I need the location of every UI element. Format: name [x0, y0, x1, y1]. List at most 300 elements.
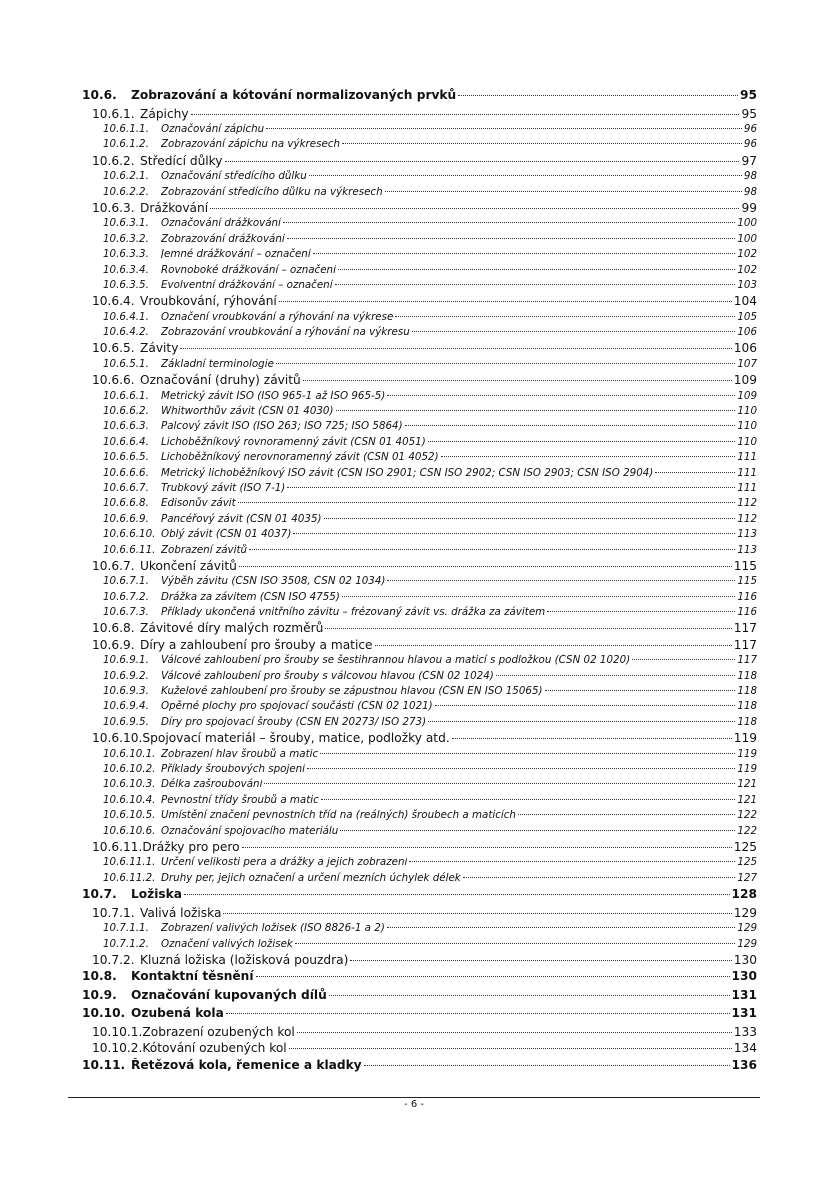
- dot-leader: [295, 943, 735, 944]
- toc-entry[interactable]: [82, 436, 757, 451]
- toc-entry-title: Ložiska: [131, 887, 182, 902]
- toc-entry-page: 103: [737, 278, 757, 291]
- toc-entry[interactable]: [82, 217, 757, 232]
- toc-entry[interactable]: [82, 887, 757, 906]
- toc-entry[interactable]: [82, 809, 757, 824]
- toc-entry-page: 109: [737, 389, 757, 402]
- toc-entry-page: 105: [737, 310, 757, 323]
- toc-entry[interactable]: [82, 405, 757, 420]
- toc-entry-page: 117: [737, 654, 757, 667]
- toc-entry[interactable]: [82, 451, 757, 466]
- toc-entry-page: 130: [733, 952, 757, 967]
- dot-leader: [655, 472, 735, 473]
- toc-entry[interactable]: [82, 1006, 757, 1025]
- toc-entry-title: Středící důlky: [140, 153, 223, 168]
- toc-entry-page: 102: [737, 248, 757, 261]
- toc-entry-number: 10.6.6.11.: [103, 543, 156, 556]
- toc-entry[interactable]: [82, 1025, 757, 1041]
- toc-entry-number: 10.6.7.3.: [103, 606, 149, 619]
- toc-entry[interactable]: [82, 700, 757, 715]
- toc-entry[interactable]: [82, 482, 757, 497]
- dot-leader: [320, 753, 735, 754]
- dot-leader: [338, 269, 735, 270]
- dot-leader: [324, 518, 736, 519]
- dot-leader: [336, 410, 736, 411]
- dot-leader: [249, 549, 735, 550]
- dot-leader: [428, 721, 735, 722]
- dot-leader: [309, 175, 742, 176]
- toc-entry-number: 10.9.: [82, 987, 117, 1002]
- toc-entry[interactable]: [82, 638, 757, 654]
- toc-entry-number: 10.6.11.1.: [103, 856, 156, 869]
- toc-entry-number: 10.7.2.: [92, 952, 135, 967]
- toc-entry-number: 10.6.5.: [92, 341, 135, 356]
- dot-leader: [313, 253, 736, 254]
- dot-leader: [239, 566, 732, 567]
- toc-entry-number: 10.6.4.1.: [103, 310, 149, 323]
- dot-leader: [387, 927, 736, 928]
- toc-entry-number: 10.6.10.3.: [103, 778, 156, 791]
- toc-entry-page: 130: [731, 969, 757, 984]
- toc-entry[interactable]: [82, 358, 757, 373]
- toc-entry[interactable]: [82, 922, 757, 937]
- toc-entry-title: Opěrné plochy pro spojovací součásti (ČSN 02 1021): [161, 700, 433, 713]
- toc-entry-title: Evolventní drážkování – označení: [161, 278, 333, 291]
- toc-entry-title: Základní terminologie: [161, 357, 274, 370]
- toc-entry[interactable]: [82, 513, 757, 528]
- toc-entry-title: Drážkování: [140, 200, 209, 215]
- toc-entry-page: 134: [733, 1041, 757, 1056]
- toc-entry-number: 10.6.6.9.: [103, 512, 149, 525]
- toc-entry[interactable]: [82, 731, 757, 747]
- toc-entry-number: 10.10.: [82, 1006, 126, 1021]
- bottom-rule: [68, 1097, 760, 1098]
- toc-entry-page: 118: [737, 685, 757, 698]
- toc-entry[interactable]: [82, 186, 757, 201]
- toc-entry[interactable]: [82, 591, 757, 606]
- toc-entry-number: 10.6.7.1.: [103, 575, 149, 588]
- dot-leader: [226, 1013, 730, 1014]
- dot-leader: [242, 847, 732, 848]
- toc-entry-page: 136: [731, 1057, 757, 1072]
- toc-entry-title: Válcové zahloubení pro šrouby se šestihrannou hlavou a maticí s podložkou (ČSN 02 1020): [161, 654, 631, 667]
- toc-entry-page: 129: [733, 905, 757, 920]
- toc-entry-page: 131: [731, 1006, 757, 1021]
- toc-entry-number: 10.6.6.1.: [103, 389, 149, 402]
- toc-entry[interactable]: [82, 606, 757, 621]
- dot-leader: [266, 128, 742, 129]
- toc-entry-title: Zobrazení závitů: [161, 543, 248, 556]
- toc-entry-title: Příklady ukončená vnitřního závitu – frézovaný závit vs. drážka za závitem: [161, 606, 546, 619]
- toc-entry-title: Zobrazování drážkování: [161, 232, 285, 245]
- toc-entry-number: 10.7.1.: [92, 905, 135, 920]
- toc-entry-number: 10.8.: [82, 969, 117, 984]
- toc-entry-title: Závitové díry malých rozměrů: [140, 621, 324, 636]
- toc-entry-title: Kluzná ložiska (ložisková pouzdra): [140, 952, 349, 967]
- toc-entry-page: 119: [737, 763, 757, 775]
- toc-entry-page: 98: [743, 185, 757, 198]
- toc-entry-number: 10.6.6.6.: [103, 466, 149, 479]
- toc-entry-title: Ozubená kola: [131, 1006, 224, 1021]
- toc-entry[interactable]: [82, 1041, 757, 1057]
- dot-leader: [283, 222, 735, 223]
- toc-entry-number: 10.6.3.5.: [103, 278, 149, 291]
- dot-leader: [276, 363, 735, 364]
- toc-entry[interactable]: [82, 201, 757, 217]
- toc-entry-title: Zobrazování středícího důlku na výkresech: [161, 185, 383, 198]
- toc-entry-number: 10.6.3.2.: [103, 232, 149, 245]
- toc-entry-page: 95: [741, 106, 757, 121]
- dot-leader: [191, 114, 740, 115]
- toc-entry-number: 10.6.10.1.: [103, 747, 156, 760]
- toc-entry-number: 10.6.10.6.: [103, 824, 156, 837]
- toc-entry-page: 116: [737, 606, 757, 619]
- toc-entry[interactable]: [82, 233, 757, 248]
- toc-entry-title: Rovnoboké drážkování – označení: [161, 263, 336, 276]
- toc-entry-title: Délka zašroubování: [161, 778, 263, 791]
- toc-entry-title: Díry pro spojovací šrouby (ČSN EN 20273/ ISO 273): [161, 715, 427, 728]
- toc-entry-page: 111: [737, 451, 757, 464]
- toc-entry[interactable]: [82, 544, 757, 559]
- toc-entry-title: Trubkový závit (ISO 7-1): [161, 481, 286, 494]
- toc-entry[interactable]: [82, 938, 757, 953]
- toc-entry[interactable]: [82, 123, 757, 138]
- toc-entry-page: 96: [743, 138, 757, 151]
- toc-entry-number: 10.6.: [82, 88, 117, 102]
- toc-entry[interactable]: [82, 559, 757, 575]
- dot-leader: [238, 502, 736, 503]
- toc-entry-page: 110: [737, 420, 757, 433]
- toc-entry-number: 10.6.2.2.: [103, 185, 149, 198]
- dot-leader: [632, 659, 735, 660]
- toc-entry-page: 121: [737, 793, 757, 806]
- toc-entry-number: 10.6.6.: [92, 373, 135, 388]
- toc-entry-number: 10.6.6.8.: [103, 497, 149, 510]
- toc-entry-title: Závity: [140, 341, 179, 356]
- toc-entry-title: Zobrazení hlav šroubů a matic: [161, 747, 319, 760]
- toc-entry-number: 10.6.2.: [92, 153, 135, 168]
- dot-leader: [412, 331, 736, 332]
- toc-entry[interactable]: [82, 420, 757, 435]
- dot-leader: [350, 960, 731, 961]
- toc-entry[interactable]: [82, 497, 757, 512]
- toc-entry-page: 112: [737, 512, 757, 525]
- toc-entry-title: Označení valivých ložisek: [161, 937, 293, 950]
- dot-leader: [287, 487, 735, 488]
- dot-leader: [180, 348, 731, 349]
- dot-leader: [210, 208, 739, 209]
- toc-entry-page: 121: [737, 778, 757, 791]
- toc-entry[interactable]: [82, 969, 757, 988]
- toc-entry-number: 10.6.7.: [92, 558, 135, 573]
- toc-entry-number: 10.6.3.1.: [103, 217, 149, 230]
- toc-entry-title: Jemné drážkování – označení: [161, 248, 311, 261]
- dot-leader: [293, 533, 735, 534]
- toc-entry-title: Zobrazování zápichu na výkresech: [161, 138, 341, 151]
- toc-entry-page: 115: [733, 558, 757, 573]
- dot-leader: [287, 238, 736, 239]
- toc-entry-title: Pancéřový závit (ČSN 01 4035): [161, 512, 322, 525]
- toc-entry-page: 125: [733, 839, 757, 854]
- toc-entry-number: 10.10.1.: [92, 1025, 143, 1040]
- toc-entry-page: 111: [737, 481, 757, 494]
- toc-entry-number: 10.6.9.: [92, 637, 135, 652]
- dot-leader: [335, 284, 736, 285]
- toc-entry[interactable]: [82, 685, 757, 700]
- dot-leader: [289, 1048, 732, 1049]
- dot-leader: [264, 783, 735, 784]
- toc-entry-title: Pevnostní třídy šroubů a matic: [161, 793, 319, 806]
- toc-entry[interactable]: [82, 840, 757, 856]
- toc-entry[interactable]: [82, 988, 757, 1007]
- toc-entry-page: 128: [731, 887, 757, 902]
- toc-entry-title: Označování drážkování: [161, 217, 281, 230]
- dot-leader: [223, 913, 731, 914]
- toc-entry-number: 10.6.6.2.: [103, 405, 149, 418]
- toc-entry-page: 109: [733, 373, 757, 388]
- toc-entry[interactable]: [82, 390, 757, 405]
- toc-entry-page: 129: [737, 922, 757, 935]
- toc-entry-title: Zápichy: [140, 106, 189, 121]
- dot-leader: [428, 441, 736, 442]
- toc-entry-title: Označování (druhy) závitů: [140, 373, 301, 388]
- toc-entry-title: Zobrazování vroubkování a rýhování na výkresu: [161, 326, 410, 339]
- toc-entry-page: 129: [737, 937, 757, 950]
- toc-entry[interactable]: [82, 248, 757, 263]
- toc-entry-title: Označování kupovaných dílů: [131, 987, 327, 1002]
- toc-entry-number: 10.6.10.5.: [103, 809, 156, 822]
- toc-entry[interactable]: [82, 906, 757, 922]
- toc-entry-title: Ukončení závitů: [140, 558, 237, 573]
- dot-leader: [435, 705, 736, 706]
- toc-entry-title: Kuželové zahloubení pro šrouby se zápustnou hlavou (ČSN EN ISO 15065): [161, 685, 543, 698]
- dot-leader: [405, 425, 736, 426]
- toc-entry-page: 113: [737, 543, 757, 556]
- toc-entry-title: Zobrazení valivých ložisek (ISO 8826-1 a 2): [161, 922, 385, 935]
- toc-entry[interactable]: [82, 953, 757, 969]
- dot-leader: [340, 830, 735, 831]
- toc-entry-title: Vroubkování, rýhování: [140, 294, 277, 309]
- toc-entry[interactable]: [82, 154, 757, 170]
- toc-entry-title: Výběh závitu (ČSN ISO 3508, ČSN 02 1034): [161, 575, 386, 588]
- toc-entry[interactable]: [82, 575, 757, 590]
- toc-entry-title: Metrický lichoběžníkový ISO závit (ČSN ISO 2901; ČSN ISO 2902; ČSN ISO 2903; ČSN ISO 2904): [161, 466, 654, 479]
- toc-entry-number: 10.7.1.1.: [103, 922, 149, 935]
- toc-entry[interactable]: [82, 794, 757, 809]
- toc-entry-title: Kótování ozubených kol: [142, 1041, 287, 1056]
- toc-entry-page: 117: [733, 637, 757, 652]
- toc-entry-number: 10.6.9.4.: [103, 700, 149, 713]
- toc-entry-page: 118: [737, 700, 757, 713]
- toc-entry-title: Valivá ložiska: [140, 905, 222, 920]
- toc-entry-page: 125: [737, 856, 757, 869]
- toc-entry[interactable]: [82, 778, 757, 793]
- toc-entry-title: Lichoběžníkový nerovnoramenný závit (ČSN 01 4052): [161, 451, 439, 464]
- toc-entry-page: 99: [741, 200, 757, 215]
- toc-entry[interactable]: [82, 107, 757, 123]
- toc-entry-page: 116: [737, 590, 757, 603]
- toc-entry-number: 10.6.6.10.: [103, 528, 156, 541]
- toc-entry-number: 10.6.9.3.: [103, 685, 149, 698]
- dot-leader: [458, 95, 738, 96]
- toc-entry-page: 100: [737, 217, 757, 230]
- toc-entry-number: 10.6.6.5.: [103, 451, 149, 464]
- toc-entry-title: Zobrazení ozubených kol: [142, 1025, 295, 1040]
- dot-leader: [496, 675, 736, 676]
- dot-leader: [385, 191, 742, 192]
- toc-entry-page: 110: [737, 405, 757, 418]
- toc-entry-page: 97: [741, 153, 757, 168]
- dot-leader: [387, 395, 735, 396]
- toc-entry-title: Řetězová kola, řemenice a kladky: [131, 1057, 362, 1072]
- dot-leader: [325, 628, 731, 629]
- toc-entry-title: Drážky pro pero: [142, 839, 240, 854]
- dot-leader: [441, 456, 736, 457]
- toc-entry-title: Drážka za závitem (ČSN ISO 4755): [161, 590, 340, 603]
- dot-leader: [452, 738, 732, 739]
- dot-leader: [256, 976, 730, 977]
- toc-entry[interactable]: [82, 311, 757, 326]
- toc-entry-page: 104: [733, 294, 757, 309]
- dot-leader: [321, 799, 736, 800]
- dot-leader: [387, 580, 735, 581]
- toc-entry[interactable]: [82, 294, 757, 310]
- toc-entry-title: Označení vroubkování a rýhování na výkrese: [161, 310, 394, 323]
- toc-entry[interactable]: [82, 654, 757, 669]
- toc-entry-page: 115: [737, 575, 757, 588]
- toc-entry-number: 10.6.2.1.: [103, 170, 149, 183]
- toc-entry-number: 10.6.6.4.: [103, 435, 149, 448]
- dot-leader: [518, 814, 735, 815]
- toc-entry-number: 10.6.3.3.: [103, 248, 149, 261]
- dot-leader: [545, 690, 736, 691]
- toc-entry-page: 118: [737, 715, 757, 728]
- dot-leader: [297, 1032, 732, 1033]
- toc-entry-page: 133: [733, 1025, 757, 1040]
- toc-entry[interactable]: [82, 264, 757, 279]
- toc-entry[interactable]: [82, 670, 757, 685]
- toc-entry-number: 10.6.1.1.: [103, 122, 149, 135]
- dot-leader: [395, 316, 735, 317]
- toc-entry-page: 106: [733, 341, 757, 356]
- dot-leader: [307, 768, 735, 769]
- toc-entry[interactable]: [82, 748, 757, 763]
- toc-entry[interactable]: [82, 326, 757, 341]
- toc-entry-number: 10.6.9.2.: [103, 669, 149, 682]
- dot-leader: [409, 861, 735, 862]
- toc-entry[interactable]: [82, 341, 757, 357]
- dot-leader: [184, 894, 730, 895]
- toc-entry-number: 10.6.11.: [92, 839, 143, 854]
- toc-entry[interactable]: [82, 528, 757, 543]
- dot-leader: [375, 645, 732, 646]
- toc-entry-page: 102: [737, 263, 757, 276]
- toc-entry-number: 10.6.10.4.: [103, 793, 156, 806]
- toc-entry-title: Umístění značení pevnostních tříd na (reálných) šroubech a maticích: [161, 809, 516, 822]
- toc-entry-number: 10.6.10.2.: [103, 763, 156, 775]
- toc-entry-title: Označování středícího důlku: [161, 170, 307, 183]
- dot-leader: [342, 143, 742, 144]
- toc-entry-page: 100: [737, 232, 757, 245]
- toc-entry-title: Metrický závit ISO (ISO 965-1 až ISO 965-5): [161, 389, 386, 402]
- toc-entry[interactable]: [82, 138, 757, 153]
- toc-entry-title: Díry a zahloubení pro šrouby a matice: [140, 637, 373, 652]
- toc-entry-page: 111: [737, 466, 757, 479]
- toc-entry-number: 10.6.11.2.: [103, 871, 156, 884]
- dot-leader: [342, 596, 736, 597]
- toc-entry[interactable]: [82, 872, 757, 887]
- toc-entry-number: 10.6.5.1.: [103, 357, 149, 370]
- toc-entry-title: Příklady šroubových spojení: [161, 763, 306, 775]
- toc-entry-title: Lichoběžníkový rovnoramenný závit (ČSN 01 4051): [161, 435, 426, 448]
- toc-entry[interactable]: [82, 856, 757, 871]
- toc-entry-title: Druhy per, jejich označení a určení mezních úchylek délek: [161, 871, 461, 884]
- toc-entry[interactable]: [82, 825, 757, 840]
- toc-entry[interactable]: [82, 88, 757, 107]
- toc-entry-title: Whitworthův závit (ČSN 01 4030): [161, 405, 334, 418]
- toc-entry-title: Označování spojovacího materiálu: [161, 824, 339, 837]
- toc-entry-page: 122: [737, 824, 757, 837]
- toc-entry-page: 122: [737, 809, 757, 822]
- toc-entry[interactable]: [82, 621, 757, 637]
- toc-entry-page: 118: [737, 669, 757, 682]
- toc-entry-page: 131: [731, 987, 757, 1002]
- toc-entry-number: 10.6.1.2.: [103, 138, 149, 151]
- toc-entry-page: 113: [737, 528, 757, 541]
- toc-entry-number: 10.6.4.2.: [103, 326, 149, 339]
- toc-entry-page: 112: [737, 497, 757, 510]
- toc-entry-number: 10.7.1.2.: [103, 937, 149, 950]
- toc-entry-number: 10.6.3.4.: [103, 263, 149, 276]
- toc-entry-number: 10.7.: [82, 887, 117, 902]
- toc-entry-page: 119: [733, 731, 757, 746]
- toc-entry-title: Kontaktní těsnění: [131, 969, 254, 984]
- toc-entry[interactable]: [82, 279, 757, 294]
- dot-leader: [303, 380, 732, 381]
- toc-entry[interactable]: [82, 1058, 757, 1077]
- dot-leader: [279, 301, 732, 302]
- toc-entry-title: Zobrazování a kótování normalizovaných prvků: [131, 88, 457, 102]
- toc-entry-page: 98: [743, 170, 757, 183]
- toc-entry-page: 95: [740, 88, 757, 102]
- dot-leader: [329, 995, 730, 996]
- toc-entry[interactable]: [82, 467, 757, 482]
- toc-entry-number: 10.6.3.: [92, 200, 135, 215]
- toc-entry-number: 10.6.7.2.: [103, 590, 149, 603]
- toc-entry-page: 107: [737, 357, 757, 370]
- toc-entry-number: 10.6.1.: [92, 106, 135, 121]
- toc-entry-number: 10.6.4.: [92, 294, 135, 309]
- toc-entry[interactable]: [82, 763, 757, 778]
- toc-entry[interactable]: [82, 373, 757, 389]
- table-of-contents: [82, 88, 757, 1076]
- toc-entry-number: 10.6.6.7.: [103, 481, 149, 494]
- toc-entry[interactable]: [82, 716, 757, 731]
- toc-entry[interactable]: [82, 170, 757, 185]
- toc-entry-title: Palcový závit ISO (ISO 263; ISO 725; ISO 5864): [161, 420, 403, 433]
- page-number: - 6 -: [404, 1099, 424, 1110]
- toc-entry-page: 96: [743, 122, 757, 135]
- toc-entry-page: 117: [733, 621, 757, 636]
- toc-entry-page: 106: [737, 326, 757, 339]
- toc-entry-title: Spojovací materiál – šrouby, matice, podložky atd.: [142, 731, 450, 746]
- dot-leader: [364, 1065, 730, 1066]
- toc-entry-number: 10.6.10.: [92, 731, 143, 746]
- toc-entry-page: 110: [737, 435, 757, 448]
- dot-leader: [547, 611, 735, 612]
- dot-leader: [225, 161, 740, 162]
- toc-entry-title: Edisonův závit: [161, 497, 236, 510]
